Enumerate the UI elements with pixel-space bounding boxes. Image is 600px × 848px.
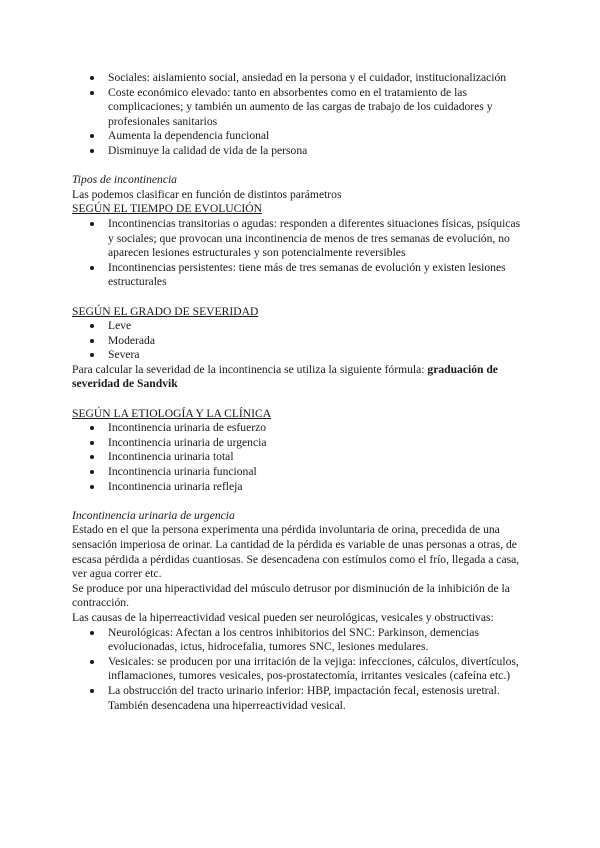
spacer	[72, 494, 528, 509]
spacer	[72, 159, 528, 174]
list-item: Incontinencia urinaria de urgencia	[72, 436, 528, 451]
document-content	[72, 71, 528, 713]
list-item: Neurológicas: Afectan a los centros inhibitorios del SNC: Parkinson, demencias evolucionadas, ictus, hidrocefalia, tumores SNC, lesiones medulares.	[72, 626, 528, 655]
etiologia-list	[72, 421, 528, 494]
list-item: Sociales: aislamiento social, ansiedad en la persona y el cuidador, institucionalización	[72, 71, 528, 86]
subheading-severidad: SEGÚN EL GRADO DE SEVERIDAD	[72, 304, 259, 318]
list-item: Aumenta la dependencia funcional	[72, 129, 528, 144]
list-item: Vesicales: se producen por una irritación de la vejiga: infecciones, cálculos, divertículos, inflamaciones, tumores vesicales, pos-prostatectomía, irritantes vesicales (cafeína etc.)	[72, 655, 528, 684]
spacer	[72, 392, 528, 407]
list-item: Incontinencia urinaria total	[72, 450, 528, 465]
urgencia-paragraph-3: Las causas de la hiperreactividad vesical pueden ser neurológicas, vesicales y obstructivas:	[72, 610, 494, 624]
urgencia-paragraph-2: Se produce por una hiperactividad del músculo detrusor por disminución de la inhibición de la contracción.	[72, 581, 510, 610]
subheading-tiempo: SEGÚN EL TIEMPO DE EVOLUCIÓN	[72, 202, 262, 216]
list-item: Incontinencias persistentes: tiene más de tres semanas de evolución y existen lesiones estructurales	[72, 261, 528, 290]
formula-text: Para calcular la severidad de la incontinencia se utiliza la siguiente fórmula:	[72, 362, 428, 376]
formula-name: graduación de severidad de Sandvik	[72, 362, 498, 391]
causes-list	[72, 626, 528, 714]
severidad-list	[72, 319, 528, 363]
spacer	[72, 290, 528, 305]
list-item: Coste económico elevado: tanto en absorbentes como en el tratamiento de las complicaciones; y también un aumento de las cargas de trabajo de los cuidadores y profesionales sanitarios	[72, 86, 528, 130]
section-heading-urgencia: Incontinencia urinaria de urgencia	[72, 508, 235, 522]
severidad-formula	[72, 363, 528, 392]
tipos-intro: Las podemos clasificar en función de distintos parámetros	[72, 187, 342, 201]
urgencia-paragraph-1: Estado en el que la persona experimenta una pérdida involuntaria de orina, precedida de una sensación imperiosa de orinar. La cantidad de la pérdida es variable de unas personas a otras, de escasa pérdida a pérdidas cuantiosas. Se desencadena con estímulos como el frío, llegada a casa, ver agua correr etc.	[72, 523, 520, 581]
consequences-list	[72, 71, 528, 159]
list-item: Incontinencia urinaria de esfuerzo	[72, 421, 528, 436]
subheading-etiologia: SEGÚN LA ETIOLOGÍA Y LA CLÍNICA	[72, 406, 272, 420]
list-item: Incontinencia urinaria funcional	[72, 465, 528, 480]
list-item: Incontinencia urinaria refleja	[72, 480, 528, 495]
list-item: Incontinencias transitorias o agudas: responden a diferentes situaciones físicas, psíquicas y sociales; que provocan una incontinencia de menos de tres semanas de evolución, no aparecen lesiones estructurales y son potencialmente reversibles	[72, 217, 528, 261]
tiempo-list	[72, 217, 528, 290]
list-item: Disminuye la calidad de vida de la persona	[72, 144, 528, 159]
list-item: Severa	[72, 348, 528, 363]
list-item: Leve	[72, 319, 528, 334]
list-item: Moderada	[72, 334, 528, 349]
list-item: La obstrucción del tracto urinario inferior: HBP, impactación fecal, estenosis uretral. También desencadena una hiperreactividad vesical.	[72, 684, 528, 713]
section-heading-tipos: Tipos de incontinencia	[72, 173, 177, 187]
